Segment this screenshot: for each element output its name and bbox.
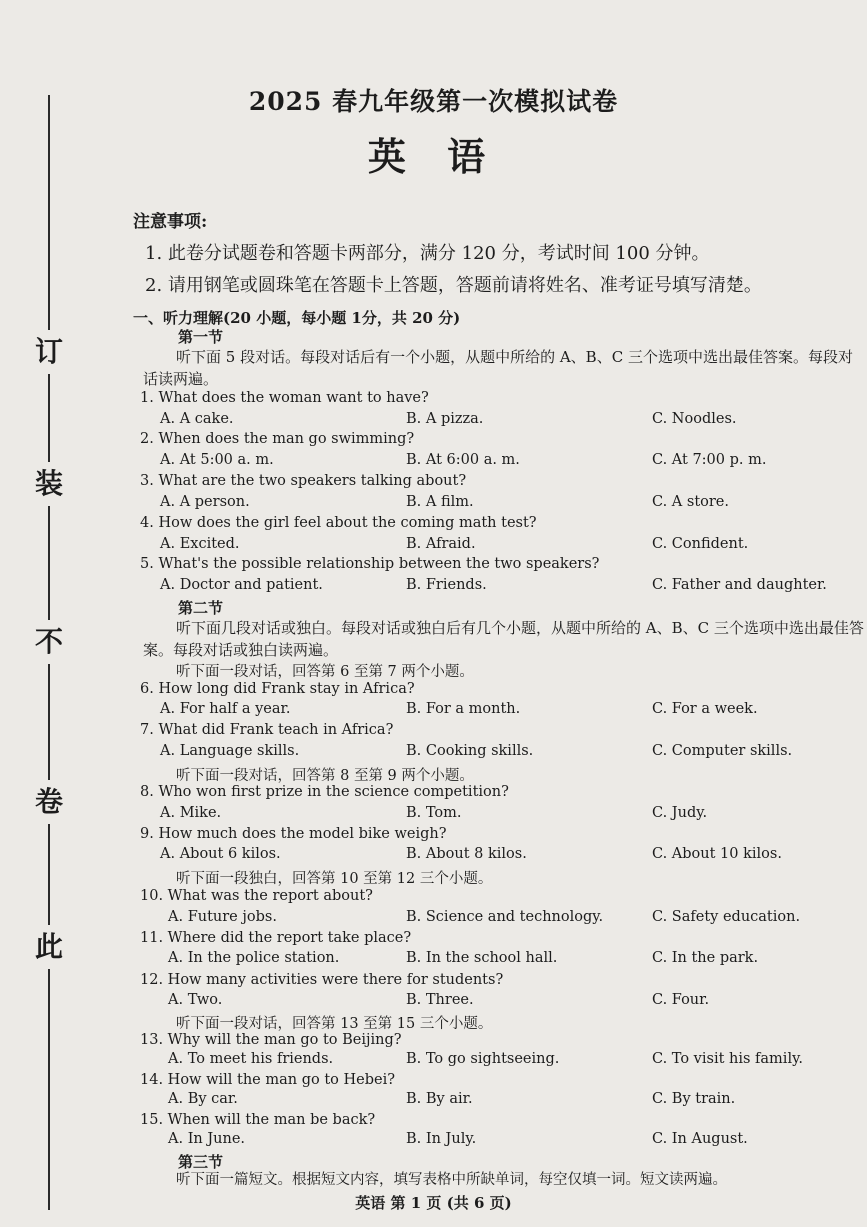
option-c: C. A store. [652,494,729,510]
option-b: B. By air. [406,1091,473,1107]
part-instruction: 听下面 5 段对话。每段对话后有一个小题，从题中所给的 A、B、C 三个选项中选出最佳答案。每段对话读两遍。 [143,348,853,388]
options-row [0,909,867,929]
question-stem-row [0,431,867,451]
option-c: C. In August. [652,1131,748,1147]
question-stem-row [0,556,867,576]
notes-title: 注意事项: [133,212,208,232]
note-item: 1. 此卷分试题卷和答题卡两部分，满分 120 分，考试时间 100 分钟。 [145,243,710,264]
options-row [0,577,867,597]
binding-char-zhuang: 装 [30,462,68,506]
option-c: C. Noodles. [652,411,737,427]
question-stem: 9. How much does the model bike weigh? [140,826,447,842]
question-stem: 11. Where did the report take place? [140,930,412,946]
question-stem: 14. How will the man go to Hebei? [140,1072,395,1088]
question-stem: 12. How many activities were there for students? [140,972,504,988]
option-a: A. To meet his friends. [168,1051,334,1067]
question-stem-row [0,930,867,950]
option-b: B. In the school hall. [406,950,558,966]
question-stem-row [0,1032,867,1052]
question-stem-row [0,826,867,846]
question-stem: 15. When will the man be back? [140,1112,376,1128]
part-instruction: 听下面几段对话或独白。每段对话或独白后有几个小题，从题中所给的 A、B、C 三个选项中选出最佳答案。每段对话或独白读两遍。 [143,619,864,659]
option-b: B. Friends. [406,577,487,593]
options-row [0,805,867,825]
sub-instruction: 听下面一段对话，回答第 6 至第 7 两个小题。 [176,664,474,680]
option-c: C. Judy. [652,805,708,821]
note-item: 2. 请用钢笔或圆珠笔在答题卡上答题，答题前请将姓名、准考证号填写清楚。 [145,275,762,296]
part-title: 第二节 [178,599,224,617]
option-a: A. In the police station. [168,950,340,966]
question-stem: 7. What did Frank teach in Africa? [140,722,394,738]
part-instruction: 听下面一篇短文。根据短文内容，填写表格中所缺单词，每空仅填一词。短文读两遍。 [176,1172,727,1188]
page-footer: 英语 第 1 页 (共 6 页) [355,1194,512,1212]
option-a: A. Mike. [160,805,222,821]
option-b: B. To go sightseeing. [406,1051,560,1067]
question-stem-row [0,888,867,908]
question-stem: 13. Why will the man go to Beijing? [140,1032,402,1048]
option-c: C. To visit his family. [652,1051,803,1067]
option-c: C. In the park. [652,950,759,966]
option-b: B. Afraid. [406,536,476,552]
option-a: A. About 6 kilos. [160,846,281,862]
options-row [0,846,867,866]
option-c: C. By train. [652,1091,736,1107]
option-c: C. At 7:00 p. m. [652,452,767,468]
option-c: C. For a week. [652,701,758,717]
option-c: C. Safety education. [652,909,801,925]
options-row [0,1051,867,1071]
option-a: A. Excited. [160,536,240,552]
option-b: B. Three. [406,992,474,1008]
option-c: C. Father and daughter. [652,577,827,593]
option-c: C. Confident. [652,536,749,552]
option-b: B. A pizza. [406,411,484,427]
section-heading: 一、听力理解(20 小题，每小题 1分，共 20 分) [133,309,461,327]
question-stem: 5. What's the possible relationship between the two speakers? [140,556,600,572]
sub-instruction: 听下面一段独白，回答第 10 至第 12 三个小题。 [176,871,493,887]
option-a: A. Future jobs. [168,909,277,925]
question-stem-row [0,1112,867,1132]
option-b: B. About 8 kilos. [406,846,527,862]
question-stem: 4. How does the girl feel about the coming math test? [140,515,537,531]
binding-char-juan: 卷 [30,780,68,824]
question-stem-row [0,722,867,742]
option-b: B. In July. [406,1131,477,1147]
option-a: A. In June. [168,1131,246,1147]
option-a: A. By car. [168,1091,238,1107]
sub-instruction: 听下面一段对话，回答第 13 至第 15 三个小题。 [176,1016,493,1032]
question-stem-row [0,1072,867,1092]
options-row [0,452,867,472]
option-a: A. Language skills. [160,743,300,759]
option-a: A. Two. [168,992,223,1008]
option-b: B. Science and technology. [406,909,604,925]
option-a: A. Doctor and patient. [160,577,323,593]
exam-title: 2025 春九年级第一次模拟试卷 [248,87,619,116]
question-stem-row [0,390,867,410]
options-row [0,1091,867,1111]
part-title: 第三节 [178,1153,224,1171]
options-row [0,536,867,556]
option-c: C. About 10 kilos. [652,846,782,862]
option-b: B. For a month. [406,701,521,717]
option-b: B. At 6:00 a. m. [406,452,520,468]
option-b: B. Cooking skills. [406,743,534,759]
options-row [0,701,867,721]
options-row [0,992,867,1012]
option-a: A. For half a year. [160,701,291,717]
binding-char-bu: 不 [30,620,68,664]
question-stem-row [0,784,867,804]
options-row [0,411,867,431]
binding-char-ci: 此 [30,925,68,969]
option-a: A. A person. [160,494,250,510]
question-stem: 10. What was the report about? [140,888,373,904]
question-stem-row [0,515,867,535]
option-b: B. A film. [406,494,474,510]
option-a: A. A cake. [160,411,234,427]
question-stem-row [0,473,867,493]
option-c: C. Four. [652,992,710,1008]
options-row [0,494,867,514]
option-b: B. Tom. [406,805,462,821]
question-stem: 3. What are the two speakers talking about? [140,473,467,489]
options-row [0,950,867,970]
subject-title: 英 语 [367,134,500,179]
sub-instruction: 听下面一段对话，回答第 8 至第 9 两个小题。 [176,768,474,784]
question-stem: 8. Who won first prize in the science competition? [140,784,509,800]
question-stem-row [0,681,867,701]
options-row [0,1131,867,1151]
options-row [0,743,867,763]
question-stem-row [0,972,867,992]
option-c: C. Computer skills. [652,743,793,759]
question-stem: 1. What does the woman want to have? [140,390,429,406]
question-stem: 6. How long did Frank stay in Africa? [140,681,415,697]
option-a: A. At 5:00 a. m. [160,452,274,468]
part-title: 第一节 [178,328,224,346]
binding-char-ding: 订 [30,330,68,374]
question-stem: 2. When does the man go swimming? [140,431,415,447]
